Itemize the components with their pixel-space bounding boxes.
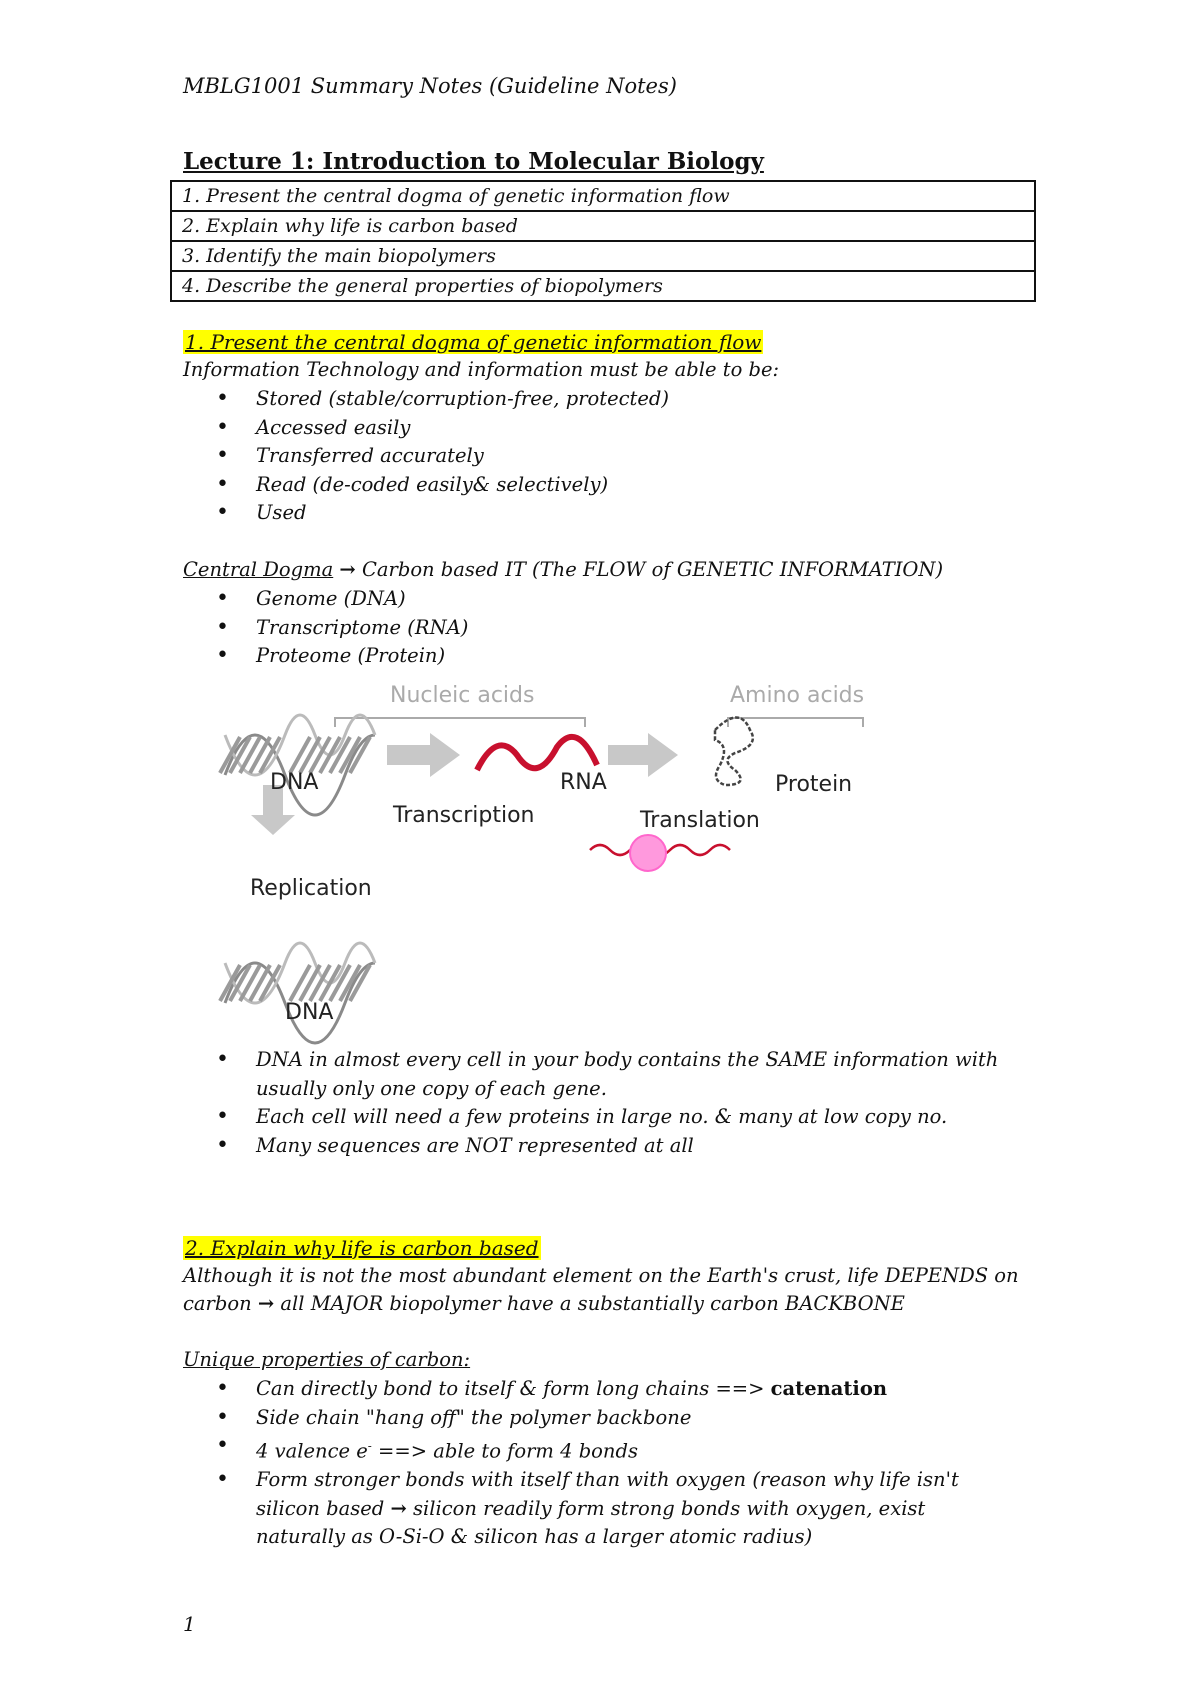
list-item — [210, 1466, 1010, 1552]
carbon-properties-list — [210, 1375, 1010, 1552]
translation-label: Translation — [640, 808, 760, 833]
objective-cell: 2. Explain why life is carbon based — [171, 211, 1035, 241]
prop4-text: Form stronger bonds with itself than with oxygen (reason why life isn't silicon based — [256, 1468, 959, 1520]
objectives-table — [170, 180, 1036, 302]
list-item: • Side chain "hang off" the polymer backbone — [210, 1404, 1010, 1433]
objective-cell: 1. Present the central dogma of genetic information flow — [171, 181, 1035, 211]
omes-list — [210, 585, 468, 671]
prop3-text: 4 valence e — [256, 1439, 368, 1463]
central-dogma-desc: Carbon based IT (The FLOW of GENETIC INFORMATION) — [355, 558, 944, 581]
catenation-term: catenation — [770, 1377, 888, 1400]
central-dogma-label: Central Dogma — [183, 558, 334, 581]
amino-acids-label: Amino acids — [730, 683, 865, 708]
amino-acids-bracket — [728, 718, 863, 727]
central-dogma-line — [183, 556, 943, 584]
dna-label-top-text: DNA — [270, 770, 319, 795]
right-arrow-icon: → — [257, 1292, 275, 1315]
section2-heading: 2. Explain why life is carbon based — [185, 1236, 539, 1260]
table-row — [171, 181, 1035, 211]
list-item: • Accessed easily — [210, 414, 669, 443]
section2-p1: Although it is not the most abundant element on the Earth's crust, life DEPENDS on — [183, 1264, 1019, 1287]
lecture-title: Lecture 1: Introduction to Molecular Biology — [183, 148, 764, 175]
transcription-arrow-icon — [387, 733, 460, 777]
page-number: 1 — [183, 1612, 196, 1636]
table-row — [171, 271, 1035, 301]
section1-intro: Information Technology and information must be able to be: — [183, 358, 780, 381]
nucleic-acids-label: Nucleic acids — [390, 683, 535, 708]
dna-helix-icon — [220, 715, 375, 815]
list-item: • Transcriptome (RNA) — [210, 614, 468, 643]
dogma-notes-list — [210, 1046, 1010, 1160]
protein-icon — [715, 718, 753, 786]
list-item: • Many sequences are NOT represented at all — [210, 1132, 1010, 1161]
list-item: • Each cell will need a few proteins in large no. & many at low copy no. — [210, 1103, 1010, 1132]
translation-arrow-icon — [608, 733, 678, 777]
running-header: MBLG1001 Summary Notes (Guideline Notes) — [183, 74, 677, 98]
list-item — [210, 1375, 1010, 1404]
list-item: • Transferred accurately — [210, 442, 669, 471]
list-item: • Used — [210, 499, 669, 528]
section1-heading: 1. Present the central dogma of genetic information flow — [185, 330, 762, 354]
dna-label-bottom: DNA — [285, 1000, 334, 1025]
section2-p2-a: carbon — [183, 1292, 258, 1315]
requirements-list — [210, 385, 669, 528]
protein-label: Protein — [775, 772, 853, 797]
list-item — [210, 1432, 1010, 1466]
transcription-label: Transcription — [393, 803, 535, 828]
rna-label: RNA — [560, 770, 607, 795]
prop3-text-b: ==> able to form 4 bonds — [371, 1439, 638, 1463]
list-item: • DNA in almost every cell in your body contains the SAME information with usually only one copy of each gene. — [210, 1046, 1010, 1103]
list-item: • Read (de-coded easily& selectively) — [210, 471, 669, 500]
ribosome-icon — [630, 835, 666, 871]
rna-wave-icon — [477, 737, 597, 770]
list-item: • Genome (DNA) — [210, 585, 468, 614]
section2-p2 — [183, 1290, 905, 1318]
dna-helix-icon — [220, 943, 375, 1043]
table-row — [171, 211, 1035, 241]
list-item: • Proteome (Protein) — [210, 642, 468, 671]
carbon-properties-title: Unique properties of carbon: — [183, 1348, 471, 1371]
section2-p2-b: all MAJOR biopolymer have a substantially carbon BACKBONE — [274, 1292, 905, 1315]
electron-superscript: - — [367, 1439, 372, 1453]
right-arrow-icon: → — [339, 558, 356, 581]
prop1-text: Can directly bond to itself & form long chains ==> — [256, 1377, 771, 1400]
prop4-text-b: silicon readily form strong bonds with oxygen, exist naturally as O-Si-O & silicon has a larger atomic radius) — [256, 1496, 926, 1548]
table-row — [171, 241, 1035, 271]
replication-label: Replication — [250, 876, 372, 901]
objective-cell: 3. Identify the main biopolymers — [171, 241, 1035, 271]
right-arrow-icon: → — [390, 1496, 407, 1520]
objective-cell: 4. Describe the general properties of biopolymers — [171, 271, 1035, 301]
list-item: • Stored (stable/corruption-free, protected) — [210, 385, 669, 414]
